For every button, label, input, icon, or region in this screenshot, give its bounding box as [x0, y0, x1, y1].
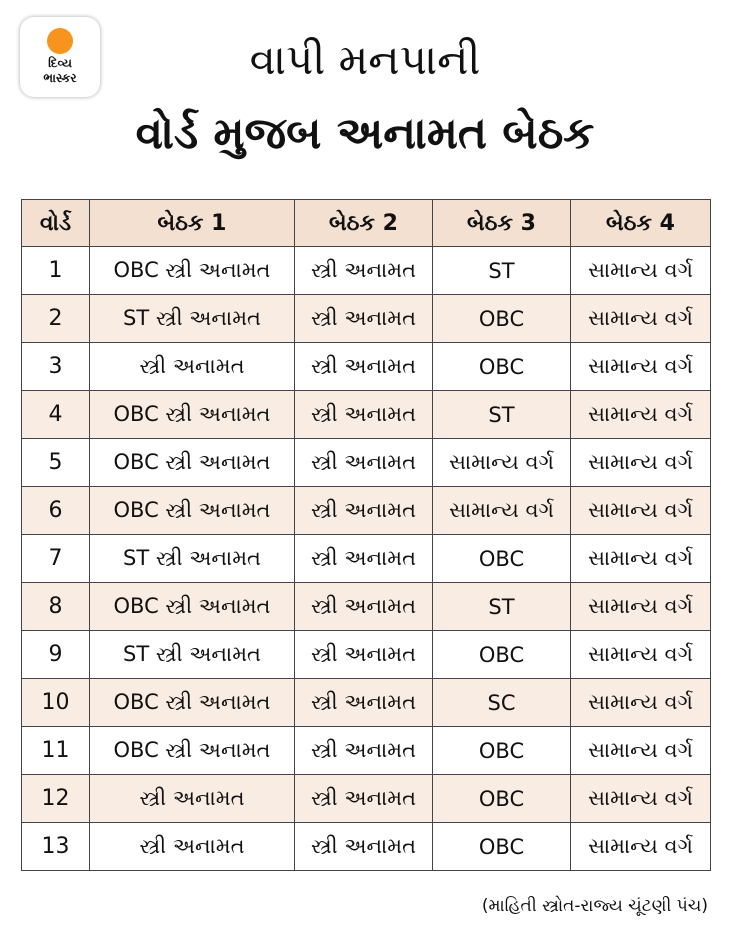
- seat-4-cell: સામાન્ય વર્ગ: [571, 727, 711, 775]
- ward-number-cell: 6: [22, 487, 90, 535]
- ward-number-cell: 1: [22, 247, 90, 295]
- seat-1-cell: સ્ત્રી અનામત: [90, 343, 295, 391]
- seat-1-cell: OBC સ્ત્રી અનામત: [90, 391, 295, 439]
- table-row: [22, 727, 711, 775]
- ward-number-cell: 2: [22, 295, 90, 343]
- seat-2-cell: સ્ત્રી અનામત: [295, 487, 433, 535]
- ward-number-cell: 3: [22, 343, 90, 391]
- seat-3-cell: OBC: [433, 775, 571, 823]
- table-header-row: [22, 200, 711, 247]
- table-row: [22, 631, 711, 679]
- seat-1-cell: સ્ત્રી અનામત: [90, 823, 295, 871]
- seat-4-cell: સામાન્ય વર્ગ: [571, 679, 711, 727]
- seat-2-cell: સ્ત્રી અનામત: [295, 247, 433, 295]
- header-seat-3: બેઠક 3: [433, 200, 571, 247]
- table-row: [22, 535, 711, 583]
- seat-1-cell: OBC સ્ત્રી અનામત: [90, 439, 295, 487]
- seat-4-cell: સામાન્ય વર્ગ: [571, 391, 711, 439]
- seat-2-cell: સ્ત્રી અનામત: [295, 535, 433, 583]
- seat-4-cell: સામાન્ય વર્ગ: [571, 775, 711, 823]
- ward-number-cell: 9: [22, 631, 90, 679]
- header-seat-2: બેઠક 2: [295, 200, 433, 247]
- seat-4-cell: સામાન્ય વર્ગ: [571, 583, 711, 631]
- table-row: [22, 439, 711, 487]
- ward-number-cell: 8: [22, 583, 90, 631]
- seat-3-cell: સામાન્ય વર્ગ: [433, 487, 571, 535]
- seat-3-cell: OBC: [433, 823, 571, 871]
- page-title-line2: વોર્ડ મુજબ અનામત બેઠક: [135, 108, 595, 159]
- table-row: [22, 583, 711, 631]
- table-row: [22, 391, 711, 439]
- seat-4-cell: સામાન્ય વર્ગ: [571, 439, 711, 487]
- header-seat-4: બેઠક 4: [571, 200, 711, 247]
- table-row: [22, 343, 711, 391]
- ward-number-cell: 13: [22, 823, 90, 871]
- table-row: [22, 679, 711, 727]
- seat-2-cell: સ્ત્રી અનામત: [295, 823, 433, 871]
- seat-3-cell: OBC: [433, 535, 571, 583]
- seat-4-cell: સામાન્ય વર્ગ: [571, 823, 711, 871]
- seat-4-cell: સામાન્ય વર્ગ: [571, 295, 711, 343]
- seat-1-cell: OBC સ્ત્રી અનામત: [90, 583, 295, 631]
- seat-3-cell: ST: [433, 583, 571, 631]
- seat-1-cell: OBC સ્ત્રી અનામત: [90, 727, 295, 775]
- seat-2-cell: સ્ત્રી અનામત: [295, 439, 433, 487]
- table-row: [22, 487, 711, 535]
- logo-line1: દિવ્ય: [48, 56, 72, 70]
- table-row: [22, 775, 711, 823]
- ward-number-cell: 12: [22, 775, 90, 823]
- seat-1-cell: ST સ્ત્રી અનામત: [90, 631, 295, 679]
- seat-2-cell: સ્ત્રી અનામત: [295, 775, 433, 823]
- seat-1-cell: ST સ્ત્રી અનામત: [90, 535, 295, 583]
- seat-4-cell: સામાન્ય વર્ગ: [571, 487, 711, 535]
- seat-4-cell: સામાન્ય વર્ગ: [571, 631, 711, 679]
- source-note: (માહિતી સ્ત્રોત-રાજ્ય ચૂંટણી પંચ): [481, 896, 708, 916]
- seat-1-cell: ST સ્ત્રી અનામત: [90, 295, 295, 343]
- seat-3-cell: SC: [433, 679, 571, 727]
- seat-3-cell: સામાન્ય વર્ગ: [433, 439, 571, 487]
- seat-3-cell: ST: [433, 391, 571, 439]
- seat-4-cell: સામાન્ય વર્ગ: [571, 535, 711, 583]
- seat-1-cell: OBC સ્ત્રી અનામત: [90, 247, 295, 295]
- reservation-table: [21, 199, 711, 871]
- seat-2-cell: સ્ત્રી અનામત: [295, 727, 433, 775]
- seat-1-cell: સ્ત્રી અનામત: [90, 775, 295, 823]
- seat-2-cell: સ્ત્રી અનામત: [295, 343, 433, 391]
- seat-2-cell: સ્ત્રી અનામત: [295, 391, 433, 439]
- header-seat-1: બેઠક 1: [90, 200, 295, 247]
- page-title-line1: વાપી મનપાની: [249, 35, 481, 84]
- seat-2-cell: સ્ત્રી અનામત: [295, 631, 433, 679]
- seat-2-cell: સ્ત્રી અનામત: [295, 583, 433, 631]
- seat-4-cell: સામાન્ય વર્ગ: [571, 343, 711, 391]
- seat-3-cell: OBC: [433, 727, 571, 775]
- header-ward: વોર્ડ: [22, 200, 90, 247]
- table-row: [22, 823, 711, 871]
- table-body: [22, 247, 711, 871]
- table-row: [22, 247, 711, 295]
- seat-3-cell: OBC: [433, 295, 571, 343]
- logo-line2: ભાસ્કર: [43, 71, 77, 85]
- seat-2-cell: સ્ત્રી અનામત: [295, 295, 433, 343]
- seat-3-cell: OBC: [433, 631, 571, 679]
- ward-number-cell: 4: [22, 391, 90, 439]
- seat-3-cell: ST: [433, 247, 571, 295]
- ward-number-cell: 10: [22, 679, 90, 727]
- seat-2-cell: સ્ત્રી અનામત: [295, 679, 433, 727]
- ward-number-cell: 7: [22, 535, 90, 583]
- ward-number-cell: 5: [22, 439, 90, 487]
- seat-1-cell: OBC સ્ત્રી અનામત: [90, 679, 295, 727]
- seat-3-cell: OBC: [433, 343, 571, 391]
- seat-4-cell: સામાન્ય વર્ગ: [571, 247, 711, 295]
- seat-1-cell: OBC સ્ત્રી અનામત: [90, 487, 295, 535]
- table-row: [22, 295, 711, 343]
- ward-number-cell: 11: [22, 727, 90, 775]
